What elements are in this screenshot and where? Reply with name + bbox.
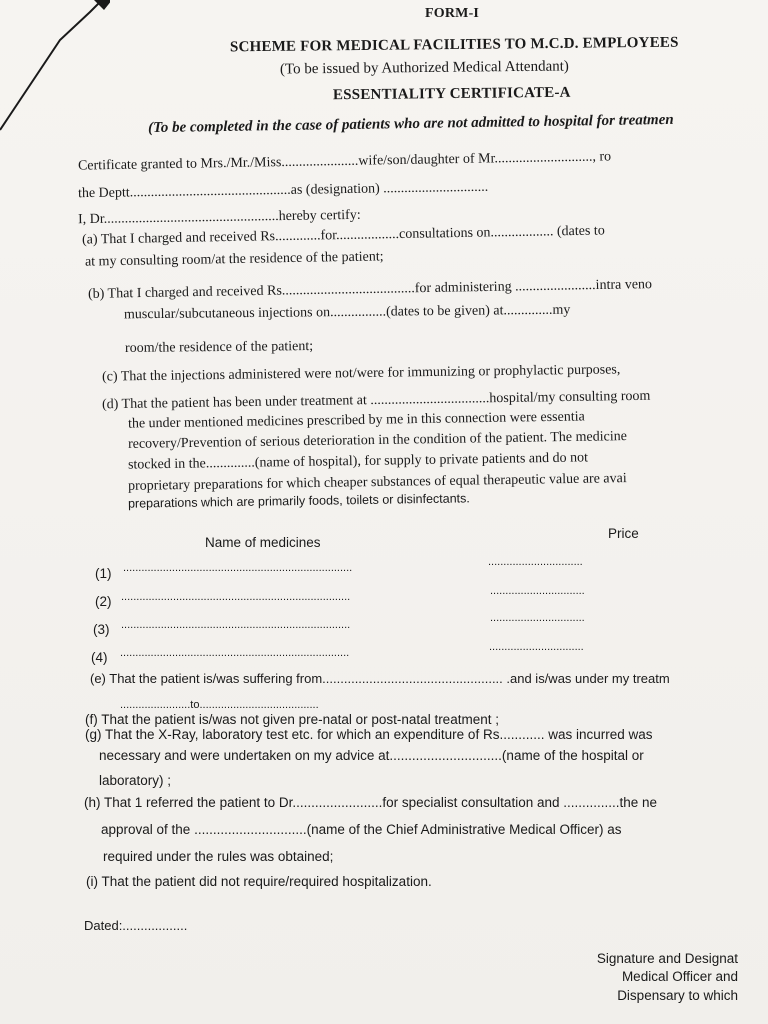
medicine-price-field[interactable]: ............................... [488, 556, 583, 568]
medicine-price-field[interactable]: ............................... [490, 585, 585, 597]
certificate-title: ESSENTIALITY CERTIFICATE-A [332, 84, 571, 104]
form-number: FORM-I [425, 6, 480, 21]
medicine-name-field[interactable]: ........................................................................... [121, 619, 351, 631]
clause-f-line1: (f) That the patient is/was not given pre-natal or post-natal treatment ; [85, 712, 499, 727]
medicine-row-number: (2) [95, 594, 112, 609]
doctor-line: I, Dr..................................................hereby certify: [77, 207, 361, 228]
dated-field: Dated:.................. [84, 918, 188, 933]
clause-d-line5: proprietary preparations for which cheaper substances of equal therapeutic value are avai [127, 471, 627, 494]
scheme-title: SCHEME FOR MEDICAL FACILITIES TO M.C.D. EMPLOYEES [229, 34, 679, 56]
medicine-name-header: Name of medicines [205, 535, 321, 550]
medicine-row-number: (4) [91, 650, 108, 665]
medicine-price-header: Price [608, 526, 639, 541]
signature-line3: Dispensary to which [617, 988, 738, 1003]
clause-d-line3: recovery/Prevention of serious deterioration in the condition of the patient. The medicine [127, 429, 628, 452]
clause-e-line2: .......................to....................................... [120, 699, 319, 711]
clause-d-line1: (d) That the patient has been under treatment at ..................................hospital/my consulting room [101, 388, 651, 413]
medicine-price-field[interactable]: ............................... [490, 612, 585, 624]
medicine-price-field[interactable]: ............................... [489, 641, 584, 653]
clause-g-line3: laboratory) ; [99, 773, 172, 788]
department-line: the Deptt..............................................as (designation) .............................. [77, 179, 489, 202]
clause-a-line1: (a) That I charged and received Rs.............for..................consultations on.................. (dates to [81, 223, 605, 248]
clause-a-line2: at my consulting room/at the residence of the patient; [84, 249, 384, 270]
corner-fold-mark [0, 0, 110, 140]
signature-line2: Medical Officer and [621, 969, 738, 984]
clause-e-line1: (e) That the patient is/was suffering from.................................................. .and is/was under my treatm [90, 671, 670, 686]
medicine-row-number: (1) [95, 566, 112, 581]
clause-d-line4: stocked in the..............(name of hospital), for supply to private patients and do not [127, 450, 589, 473]
signature-line1: Signature and Designat [596, 951, 738, 966]
issued-by: (To be issued by Authorized Medical Attendant) [279, 58, 569, 78]
medicine-row-number: (3) [93, 622, 110, 637]
clause-g-line2: necessary and were undertaken on my advice at..............................(name of the hospital or [99, 748, 644, 763]
medicine-name-field[interactable]: ........................................................................... [123, 562, 353, 574]
clause-h-line3: required under the rules was obtained; [103, 849, 334, 864]
instruction-line: (To be completed in the case of patients who are not admitted to hospital for treatmen [147, 111, 674, 137]
clause-h-line2: approval of the ..............................(name of the Chief Administrative Medical Officer) as [101, 822, 622, 837]
clause-d-line2: the under mentioned medicines prescribed by me in this connection were essentia [127, 409, 585, 432]
clause-c-line1: (c) That the injections administered were not/were for immunizing or prophylactic purposes, [101, 362, 621, 385]
clause-b-line1: (b) That I charged and received Rs......................................for administering .......................intra veno [87, 277, 653, 302]
clause-h-line1: (h) That 1 referred the patient to Dr........................for specialist consultation and ...............the ne [84, 795, 658, 810]
clause-i-line1: (i) That the patient did not require/required hospitalization. [86, 874, 432, 889]
clause-d-line6: preparations which are primarily foods, toilets or disinfectants. [127, 491, 470, 511]
medicine-name-field[interactable]: ........................................................................... [120, 647, 350, 659]
clause-g-line1: (g) That the X-Ray, laboratory test etc. for which an expenditure of Rs............ was incurred was [85, 727, 653, 742]
certificate-granted-line: Certificate granted to Mrs./Mr./Miss......................wife/son/daughter of Mr............................, ro [77, 149, 612, 174]
clause-b-line2: muscular/subcutaneous injections on................(dates to be given) at..............my [123, 302, 571, 323]
medicine-name-field[interactable]: ........................................................................... [121, 591, 351, 603]
clause-b-line3: room/the residence of the patient; [124, 339, 314, 356]
